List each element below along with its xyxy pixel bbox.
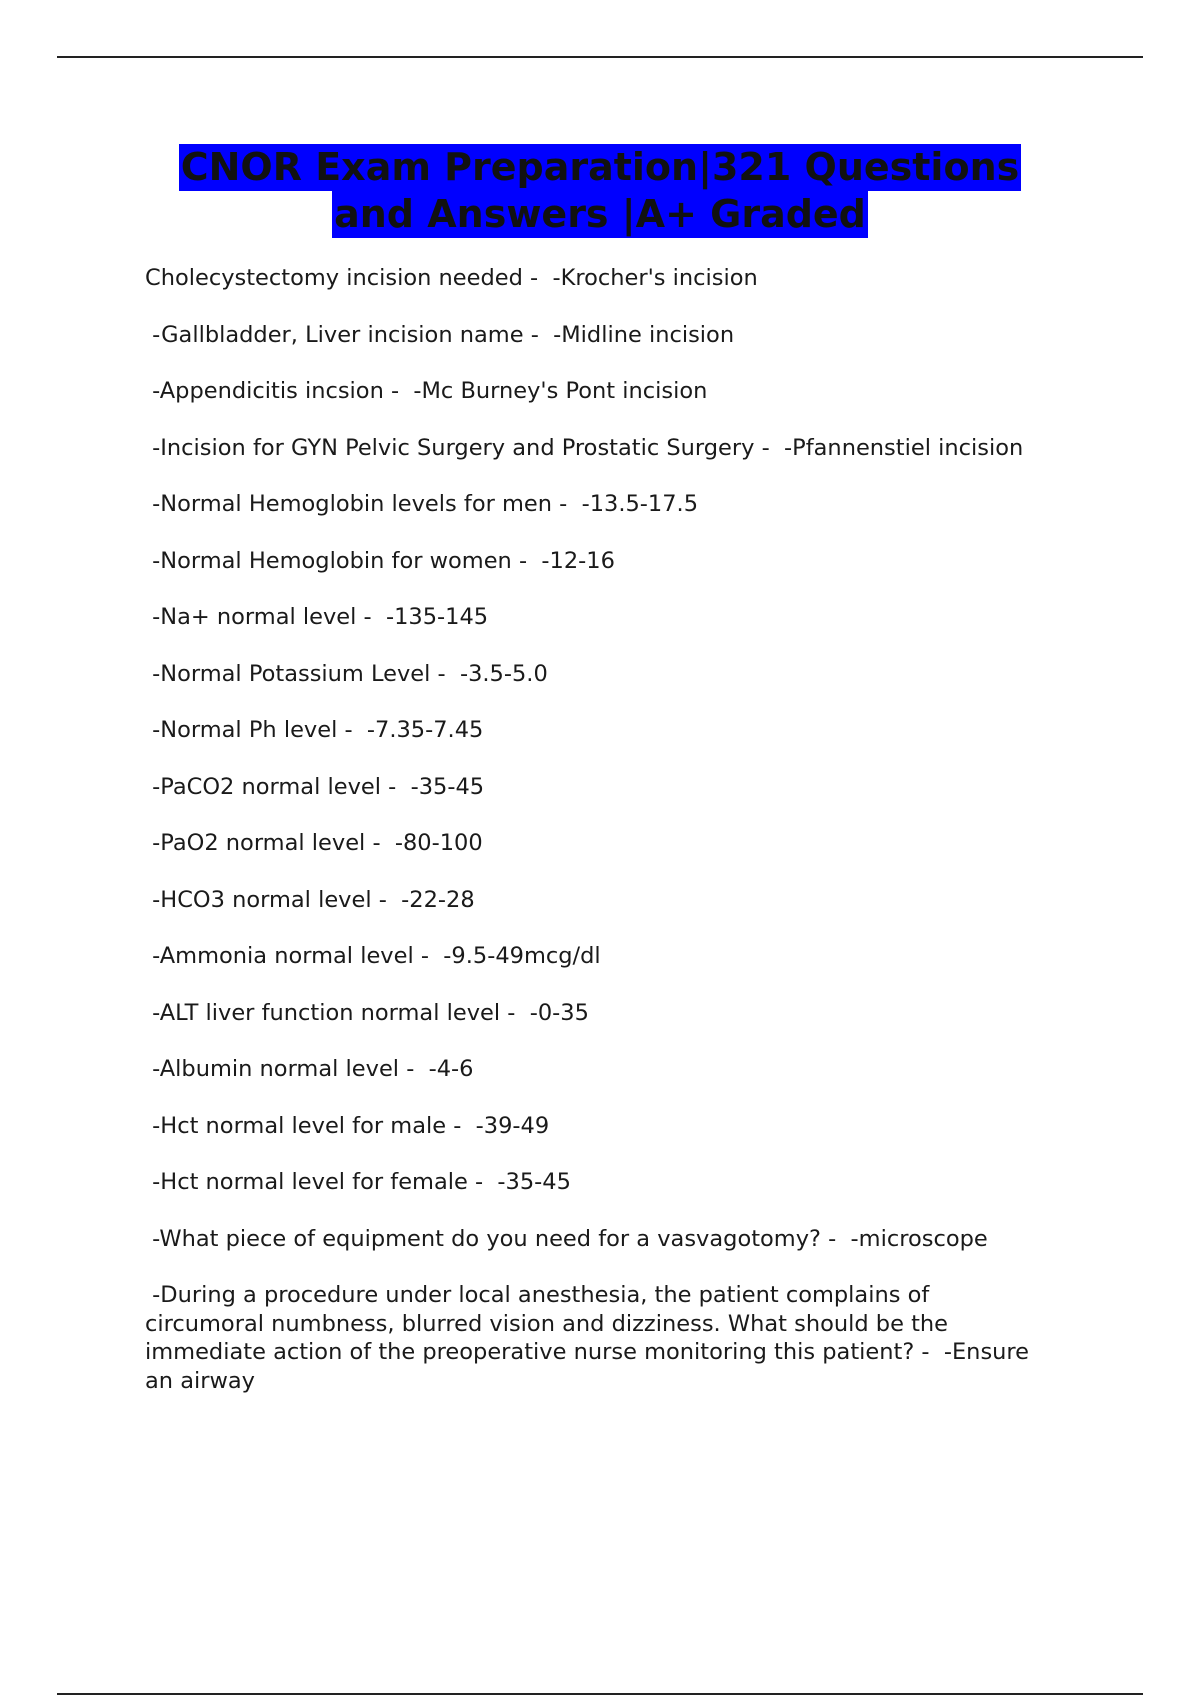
title-line-2: and Answers |A+ Graded <box>334 192 866 236</box>
qa-item: -Ammonia normal level - -9.5-49mcg/dl <box>145 943 601 969</box>
qa-item: -During a procedure under local anesthesia, the patient complains of circumoral numbness, blurred vision and dizziness. What should be the immediate action of the preoperative nurse monitoring this patient? - -Ensure an airway <box>145 1282 1037 1394</box>
qa-item: -ALT liver function normal level - -0-35 <box>145 999 589 1026</box>
qa-item: -Hct normal level for male - -39-49 <box>145 1112 550 1139</box>
header-rule <box>57 56 1143 58</box>
qa-item: -Normal Hemoglobin for women - -12-16 <box>145 547 615 574</box>
qa-list <box>145 264 1045 1423</box>
qa-item: -Na+ normal level - -135-145 <box>145 604 489 630</box>
qa-item: -Normal Hemoglobin levels for men - -13.5-17.5 <box>145 491 699 517</box>
title-line-1: CNOR Exam Preparation|321 Questions <box>180 145 1020 189</box>
qa-item: -Normal Potassium Level - -3.5-5.0 <box>145 660 548 687</box>
qa-item: -Normal Ph level - -7.35-7.45 <box>145 717 484 743</box>
document-title <box>140 144 1060 238</box>
qa-item: -HCO3 normal level - -22-28 <box>145 886 475 913</box>
qa-item: -Gallbladder, Liver incision name - -Midline incision <box>145 321 735 348</box>
qa-item: -PaO2 normal level - -80-100 <box>145 830 483 856</box>
qa-item: -Incision for GYN Pelvic Surgery and Prostatic Surgery - -Pfannenstiel incision <box>145 434 1024 461</box>
qa-item: -What piece of equipment do you need for a vasvagotomy? - -microscope <box>145 1225 988 1252</box>
qa-item: -Albumin normal level - -4-6 <box>145 1056 474 1082</box>
qa-item: -Appendicitis incsion - -Mc Burney's Pont incision <box>145 378 708 404</box>
footer-rule <box>57 1693 1143 1695</box>
qa-item: -Hct normal level for female - -35-45 <box>145 1169 571 1195</box>
qa-item: Cholecystectomy incision needed - -Krocher's incision <box>145 265 758 291</box>
qa-item: -PaCO2 normal level - -35-45 <box>145 773 485 800</box>
